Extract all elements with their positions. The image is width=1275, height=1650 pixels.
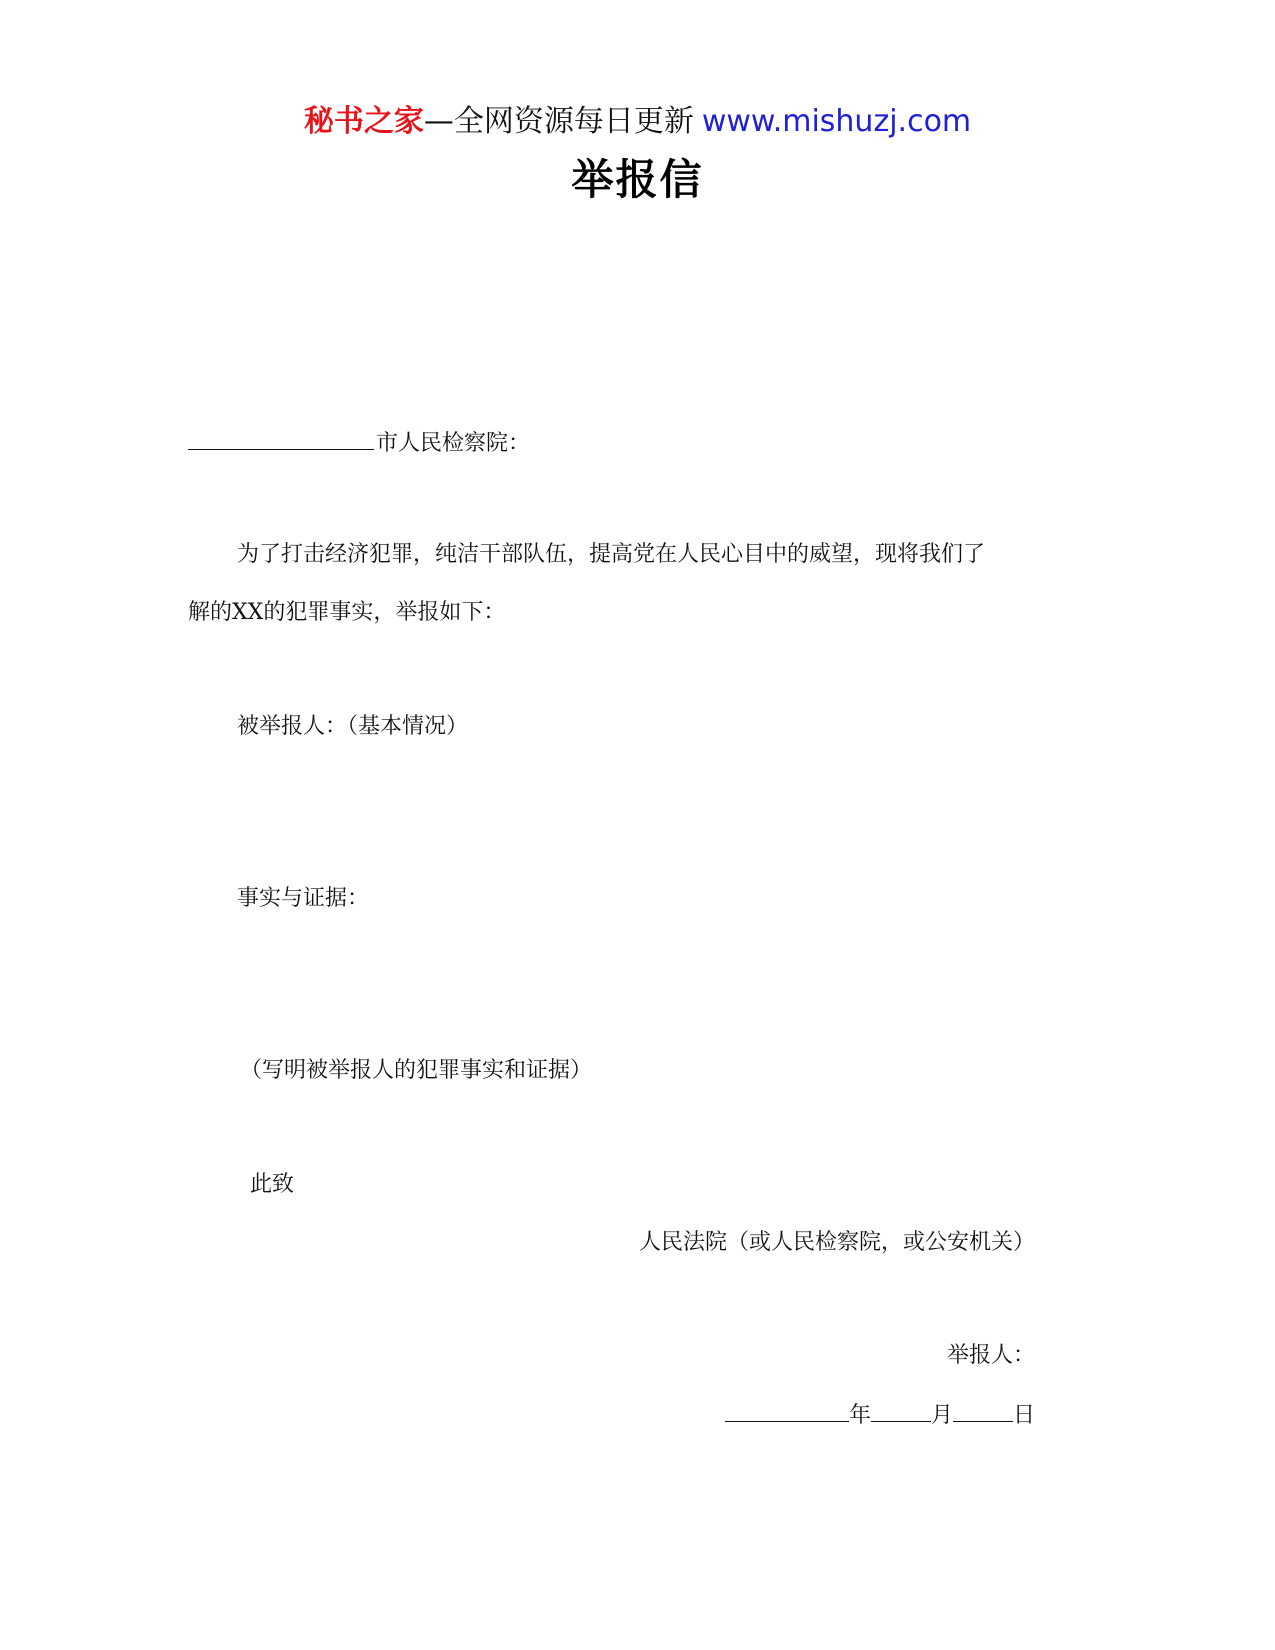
paragraph-1-line-1: 为了打击经济犯罪，纯洁干部队伍，提高党在人民心目中的威望，现将我们了 — [237, 542, 986, 567]
subject-line: 被举报人：（基本情况） — [237, 714, 469, 739]
site-name: 秘书之家 — [303, 104, 424, 139]
month-label: 月 — [930, 1403, 953, 1428]
facts-note: （写明被举报人的犯罪事实和证据） — [240, 1058, 593, 1083]
reporter-signature-line: 举报人： — [946, 1343, 1035, 1368]
site-url-link[interactable]: www.mishuzj.com — [701, 104, 972, 139]
year-blank — [725, 1399, 849, 1422]
site-header — [0, 102, 1275, 142]
closing-salutation: 此致 — [250, 1172, 295, 1197]
addressee-text: 市人民检察院： — [376, 431, 531, 456]
addressee-blank — [188, 427, 374, 450]
document-title: 举报信 — [571, 155, 704, 204]
year-label: 年 — [848, 1403, 871, 1428]
site-tagline: —全网资源每日更新 — [423, 104, 694, 139]
month-blank — [871, 1399, 931, 1422]
date-line — [725, 1399, 1035, 1431]
day-label: 日 — [1012, 1403, 1035, 1428]
facts-heading: 事实与证据： — [237, 886, 370, 911]
addressee-line — [188, 427, 530, 459]
recipient-line: 人民法院（或人民检察院，或公安机关） — [638, 1230, 1035, 1255]
day-blank — [953, 1399, 1013, 1422]
paragraph-1-line-2: 解的XX的犯罪事实，举报如下： — [188, 600, 506, 625]
